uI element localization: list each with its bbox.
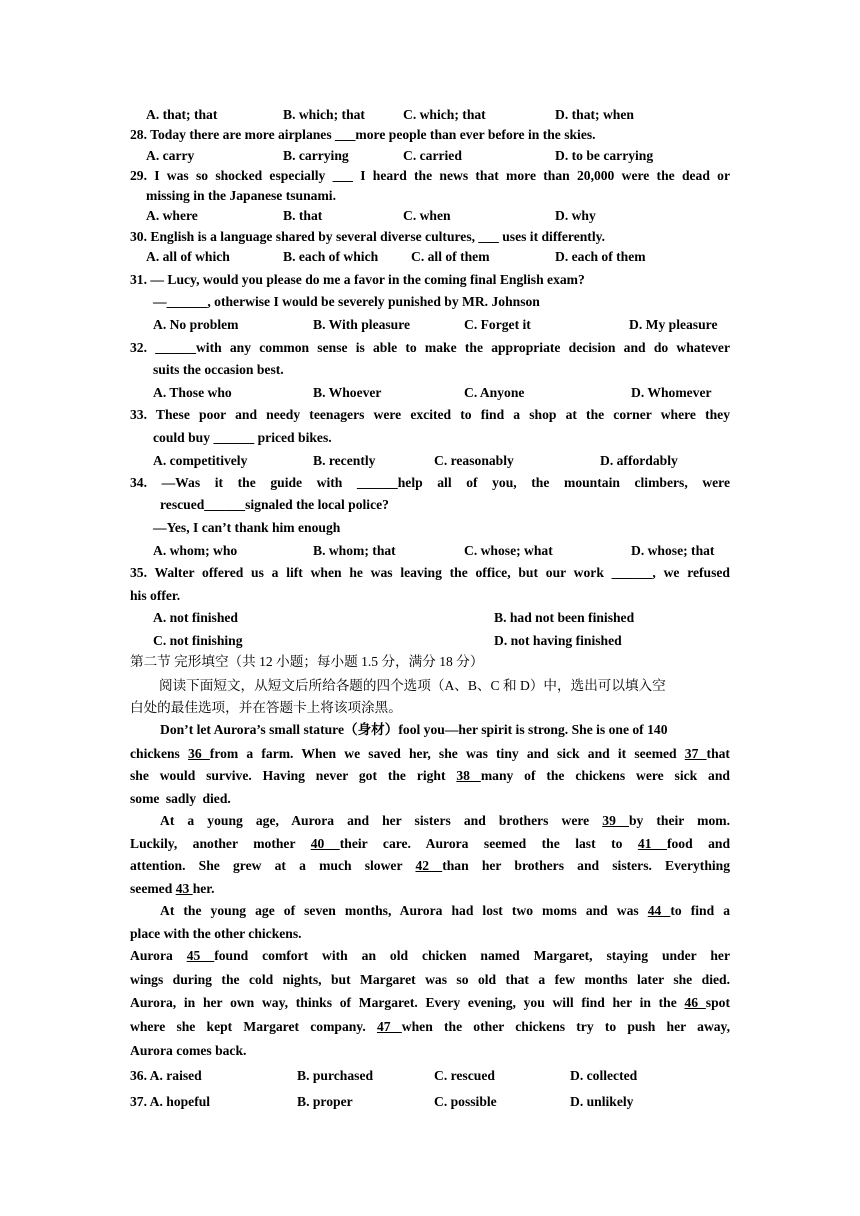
- blank-46[interactable]: 46: [684, 995, 706, 1010]
- passage-line: Don’t let Aurora’s small stature（身材）fool you—her spirit is strong. She is one of 140: [160, 722, 668, 737]
- q33-option-c: C. reasonably: [434, 453, 514, 468]
- q29-option-a: A. where: [146, 208, 198, 223]
- q29-option-b: B. that: [283, 208, 323, 223]
- q31-option-d: D. My pleasure: [629, 317, 718, 332]
- q32-stem-line2: suits the occasion best.: [153, 362, 284, 377]
- q30-option-b: B. each of which: [283, 249, 379, 264]
- passage-line: wings during the cold nights, but Margaret was so old that a few months later she died.: [130, 972, 730, 987]
- q31-option-b: B. With pleasure: [313, 317, 411, 332]
- q29-stem-line2: missing in the Japanese tsunami.: [146, 188, 336, 203]
- passage-line: Luckily, another mother 40 their care. Aurora seemed the last to 41 food and: [130, 836, 731, 851]
- blank-39[interactable]: 39: [602, 813, 629, 828]
- blank-41[interactable]: 41: [637, 836, 667, 851]
- q29-option-d: D. why: [555, 208, 596, 223]
- q37-option-c: C. possible: [434, 1094, 497, 1109]
- passage-line: Aurora, in her own way, thinks of Margaret. Every evening, you will find her in the 46 spot: [130, 995, 730, 1010]
- q31-stem-line2: —______, otherwise I would be severely punished by MR. Johnson: [153, 294, 540, 309]
- q36-option-a: 36. A. raised: [130, 1068, 202, 1083]
- blank-36[interactable]: 36: [188, 746, 210, 761]
- blank-37[interactable]: 37: [684, 746, 707, 761]
- q32-option-b: B. Whoever: [313, 385, 382, 400]
- passage-line: At a young age, Aurora and her sisters and brothers were 39 by their mom.: [160, 813, 730, 828]
- passage-line: where she kept Margaret company. 47 when the other chickens try to push her away,: [130, 1019, 731, 1034]
- q27-option-b: B. which; that: [283, 107, 365, 122]
- q33-option-b: B. recently: [313, 453, 376, 468]
- q36-option-b: B. purchased: [297, 1068, 374, 1083]
- q36-option-d: D. collected: [570, 1068, 638, 1083]
- q35-stem-line1: 35. Walter offered us a lift when he was leaving the office, but our work ______, we refused: [130, 565, 730, 580]
- q28-stem: 28. Today there are more airplanes ___more people than ever before in the skies.: [130, 127, 596, 142]
- blank-38[interactable]: 38: [456, 768, 481, 783]
- q32-option-c: C. Anyone: [464, 385, 525, 400]
- q30-option-c: C. all of them: [411, 249, 490, 264]
- q34-option-d: D. whose; that: [631, 543, 715, 558]
- passage-line: seemed 43 her.: [130, 881, 215, 896]
- q34-stem-line1: 34. —Was it the guide with ______help all of you, the mountain climbers, were: [130, 475, 730, 490]
- q33-option-a: A. competitively: [153, 453, 248, 468]
- q34-option-b: B. whom; that: [313, 543, 396, 558]
- q28-option-a: A. carry: [146, 148, 195, 163]
- q37-option-a: 37. A. hopeful: [130, 1094, 211, 1109]
- q27-option-a: A. that; that: [146, 107, 218, 122]
- blank-45[interactable]: 45: [186, 948, 215, 963]
- q28-option-b: B. carrying: [283, 148, 349, 163]
- blank-43[interactable]: 43: [175, 881, 193, 896]
- q35-option-a: A. not finished: [153, 610, 238, 625]
- q31-stem-line1: 31. — Lucy, would you please do me a favor in the coming final English exam?: [130, 272, 585, 287]
- q37-option-b: B. proper: [297, 1094, 353, 1109]
- q27-option-d: D. that; when: [555, 107, 634, 122]
- q30-option-a: A. all of which: [146, 249, 230, 264]
- q28-option-c: C. carried: [403, 148, 462, 163]
- passage-line: Aurora 45 found comfort with an old chicken named Margaret, staying under her: [130, 948, 730, 963]
- q34-stem-line2: rescued______signaled the local police?: [160, 497, 389, 512]
- q30-option-d: D. each of them: [555, 249, 646, 264]
- q34-option-a: A. whom; who: [153, 543, 238, 558]
- section-heading: 第二节 完形填空（共 12 小题；每小题 1.5 分，满分 18 分）: [130, 654, 484, 669]
- q31-option-a: A. No problem: [153, 317, 239, 332]
- q37-option-d: D. unlikely: [570, 1094, 634, 1109]
- passage-line: At the young age of seven months, Aurora had lost two moms and was 44 to find a: [160, 903, 731, 918]
- q35-option-d: D. not having finished: [494, 633, 622, 648]
- q34-option-c: C. whose; what: [464, 543, 553, 558]
- q28-option-d: D. to be carrying: [555, 148, 654, 163]
- q29-option-c: C. when: [403, 208, 451, 223]
- q33-stem-line2: could buy ______ priced bikes.: [153, 430, 332, 445]
- q36-option-c: C. rescued: [434, 1068, 495, 1083]
- section-instructions-line2: 白处的最佳选项，并在答题卡上将该项涂黑。: [130, 700, 402, 715]
- q35-option-c: C. not finishing: [153, 633, 243, 648]
- q35-stem-line2: his offer.: [130, 588, 181, 603]
- passage-line: Aurora comes back.: [130, 1043, 247, 1058]
- q29-stem-line1: 29. I was so shocked especially ___ I heard the news that more than 20,000 were the dead or: [130, 168, 730, 183]
- blank-47[interactable]: 47: [376, 1019, 402, 1034]
- passage-line: place with the other chickens.: [130, 926, 302, 941]
- q32-stem-line1: 32. ______with any common sense is able to make the appropriate decision and do whatever: [130, 340, 730, 355]
- passage-line: she would survive. Having never got the right 38 many of the chickens were sick and: [130, 768, 730, 783]
- q32-option-d: D. Whomever: [631, 385, 712, 400]
- q32-option-a: A. Those who: [153, 385, 232, 400]
- passage-line: chickens 36 from a farm. When we saved her, she was tiny and sick and it seemed 37 that: [130, 746, 730, 761]
- passage-line: some sadly died.: [130, 791, 231, 806]
- blank-40[interactable]: 40: [310, 836, 340, 851]
- section-instructions-line1: 阅读下面短文，从短文后所给各题的四个选项（A、B、C 和 D）中，选出可以填入空: [159, 678, 666, 693]
- q31-option-c: C. Forget it: [464, 317, 531, 332]
- q30-stem: 30. English is a language shared by several diverse cultures, ___ uses it differently.: [130, 229, 606, 244]
- q33-option-d: D. affordably: [600, 453, 678, 468]
- q33-stem-line1: 33. These poor and needy teenagers were excited to find a shop at the corner where they: [130, 407, 730, 422]
- blank-42[interactable]: 42: [415, 858, 443, 873]
- q35-option-b: B. had not been finished: [494, 610, 635, 625]
- q27-option-c: C. which; that: [403, 107, 486, 122]
- passage-line: attention. She grew at a much slower 42 than her brothers and sisters. Everything: [130, 858, 731, 873]
- q34-stem-line3: —Yes, I can’t thank him enough: [153, 520, 341, 535]
- blank-44[interactable]: 44: [647, 903, 671, 918]
